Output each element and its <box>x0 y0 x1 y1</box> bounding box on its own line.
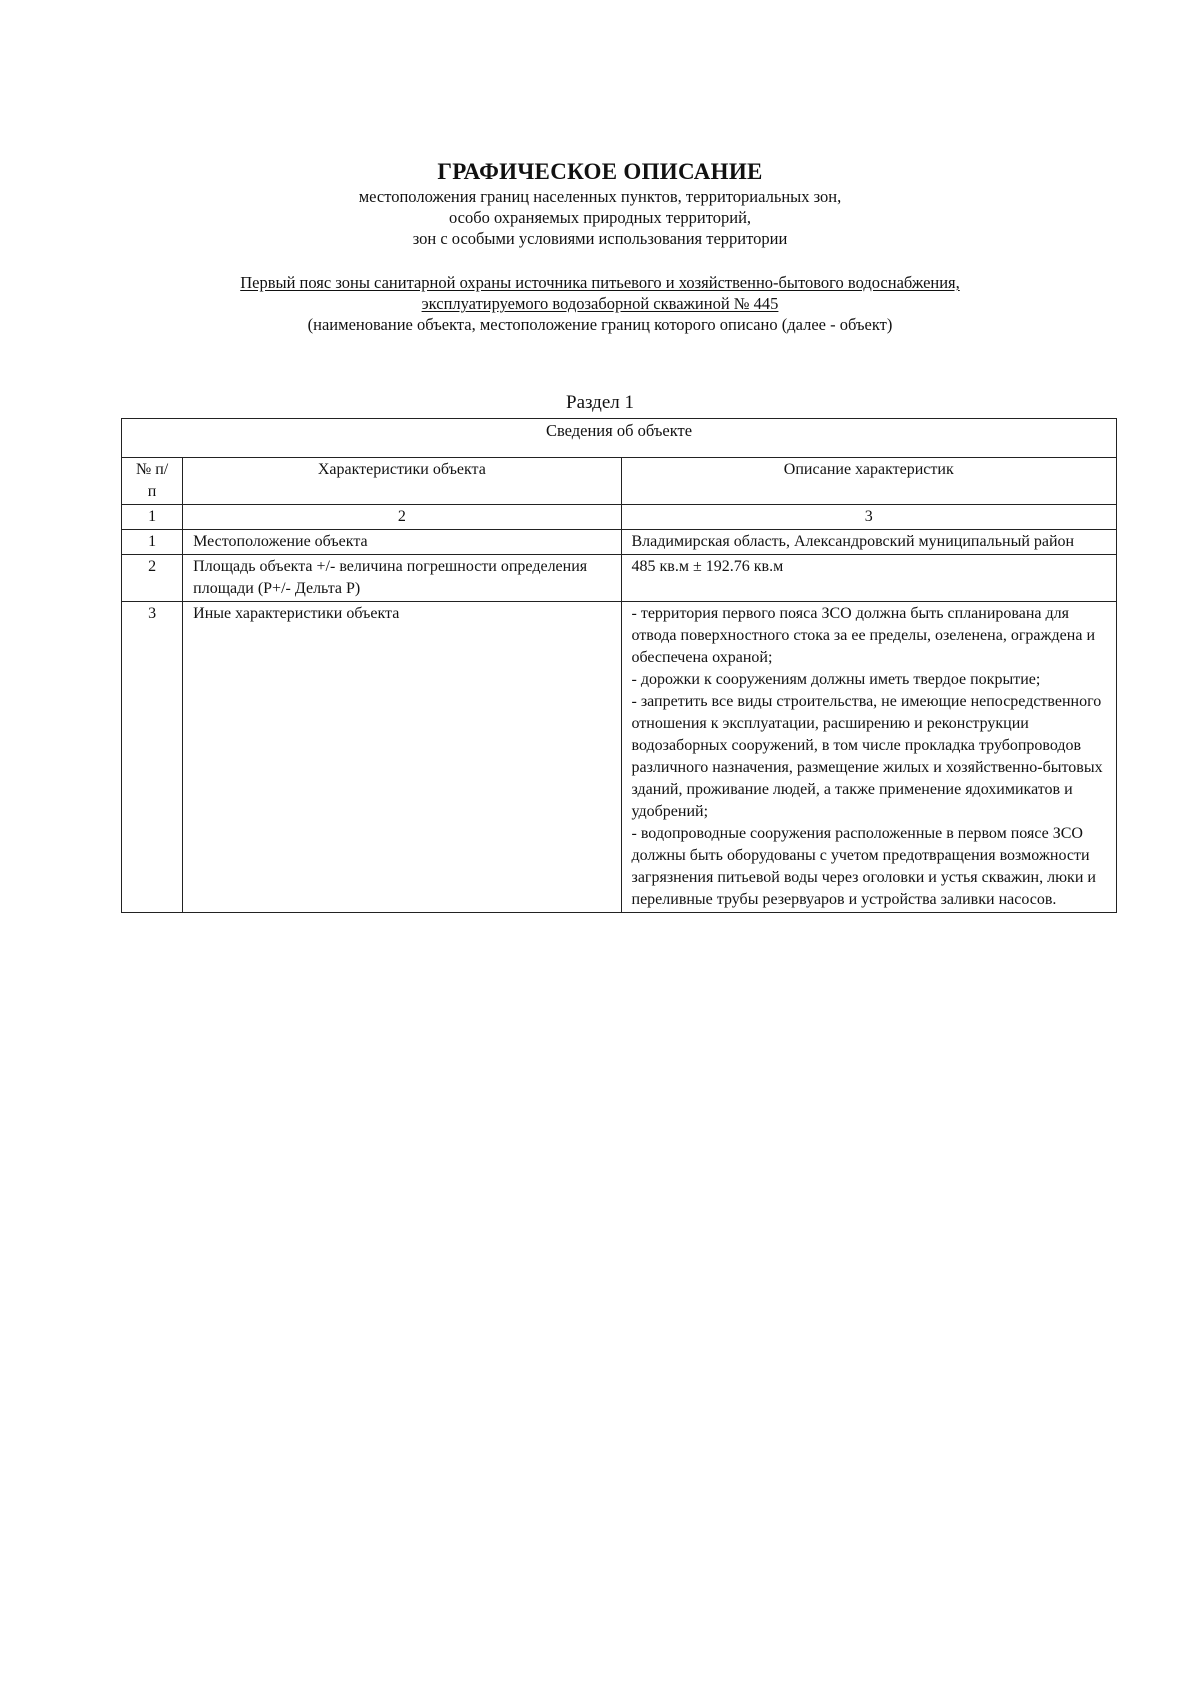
column-header-characteristic: Характеристики объекта <box>183 458 621 505</box>
table-column-numbers-row <box>122 505 1117 530</box>
object-name-block <box>0 272 1200 335</box>
row-description: 485 кв.м ± 192.76 кв.м <box>621 555 1117 602</box>
row-description <box>621 602 1117 913</box>
title-subline: зон с особыми условиями использования территории <box>412 229 788 248</box>
table-caption-row <box>122 419 1117 458</box>
description-item: - запретить все виды строительства, не имеющие непосредственного отношения к эксплуатации, расширению и реконструкции водозаборных сооружений, в том числе прокладка трубопроводов различного назначения, размещение жилых и хозяйственно-бытовых зданий, проживание людей, а также применение ядохимикатов и удобрений; <box>631 693 1103 820</box>
row-number: 2 <box>122 555 183 602</box>
row-characteristic: Местоположение объекта <box>183 530 621 555</box>
table-row <box>122 530 1117 555</box>
row-description: Владимирская область, Александровский муниципальный район <box>621 530 1117 555</box>
object-name-caption: (наименование объекта, местоположение границ которого описано (далее - объект) <box>307 315 893 334</box>
table-row <box>122 602 1117 913</box>
title-subline: особо охраняемых природных территорий, <box>448 208 752 227</box>
row-number: 1 <box>122 530 183 555</box>
column-number: 2 <box>183 505 621 530</box>
column-header-number: № п/п <box>122 458 183 505</box>
title-subline: местоположения границ населенных пунктов, территориальных зон, <box>358 187 842 206</box>
row-characteristic: Иные характеристики объекта <box>183 602 621 913</box>
object-name-line: эксплуатируемого водозаборной скважиной № 445 <box>421 294 779 313</box>
table-caption: Сведения об объекте <box>122 419 1117 458</box>
description-item: - дорожки к сооружениям должны иметь твердое покрытие; <box>631 671 1041 688</box>
description-item: - водопроводные сооружения расположенные в первом поясе ЗСО должны быть оборудованы с учетом предотвращения возможности загрязнения питьевой воды через оголовки и устья скважин, люки и переливные трубы резервуаров и устройства заливки насосов. <box>631 825 1096 908</box>
document-header <box>0 158 1200 249</box>
column-number: 1 <box>122 505 183 530</box>
column-number: 3 <box>621 505 1117 530</box>
table-header-row <box>122 458 1117 505</box>
column-header-description: Описание характеристик <box>621 458 1117 505</box>
description-item: - территория первого пояса ЗСО должна быть спланирована для отвода поверхностного стока за ее пределы, озеленена, ограждена и обеспечена охраной; <box>631 605 1096 666</box>
object-info-table <box>121 418 1117 913</box>
table-row <box>122 555 1117 602</box>
row-characteristic: Площадь объекта +/- величина погрешности определения площади (P+/- Дельта P) <box>183 555 621 602</box>
row-number: 3 <box>122 602 183 913</box>
object-name-line: Первый пояс зоны санитарной охраны источника питьевого и хозяйственно-бытового водоснабжения, <box>240 273 960 292</box>
document-title: ГРАФИЧЕСКОЕ ОПИСАНИЕ <box>437 159 763 184</box>
section-title: Раздел 1 <box>566 392 634 413</box>
